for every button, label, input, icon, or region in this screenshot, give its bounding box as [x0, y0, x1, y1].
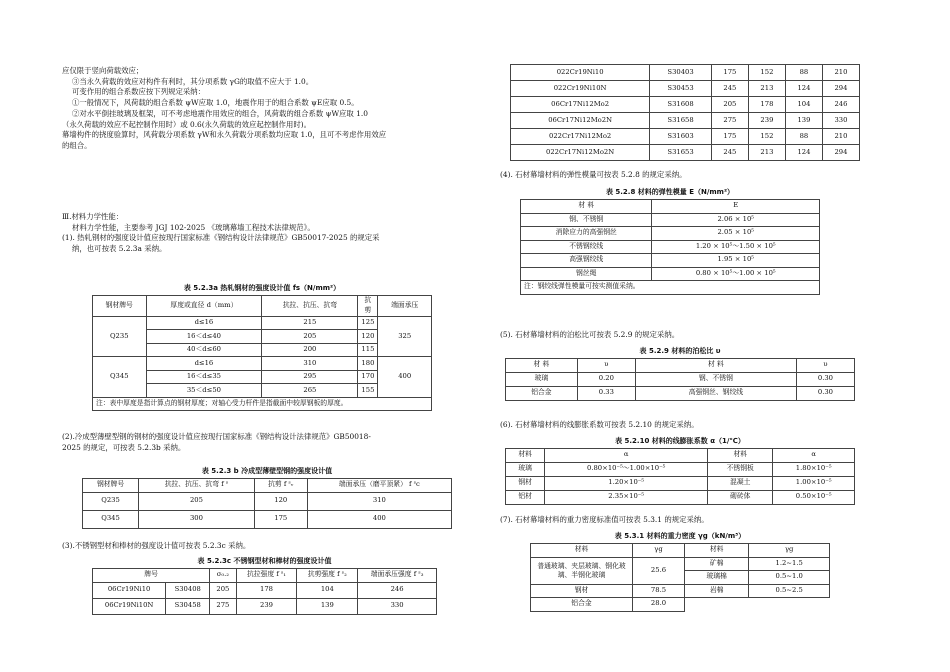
table-5-2-3c-continued	[510, 64, 860, 161]
table-5-2-3c: 表 5.2.3c 不锈钢型材和棒材的强度设计值 牌号 σ₀.₂ 抗拉强度 f ˢ₁ 抗剪强度 f ˢ₂ 端面承压强度 f ˢ₃ 06Cr19Ni10 S30408 205 178 104 246 06Cr19Ni10N S30458 275 239 139 330	[92, 551, 437, 615]
table-row: 玻璃 0.80×10⁻⁵～1.00×10⁻⁵ 不锈钢板 1.80×10⁻⁵	[506, 462, 855, 476]
table-5-2-3b: 表 5.2.3 b 冷成型薄壁型钢的强度设计值 钢材牌号 抗拉、抗压、抗弯 f ˢ 抗剪 f ˢᵥ 端面承压（磨平顶紧） f ˢc Q235 205 120 310 Q345 300 175 400	[82, 461, 452, 529]
para: ②对水平倒挂玻璃及框架，可不考虑地震作用效应的组合，风荷载的组合系数 ψW应取 1.0	[72, 108, 368, 118]
para: 纳，也可按表 5.2.3a 采纳。	[72, 244, 167, 254]
table-5-2-8: 表 5.2.8 材料的弹性模量 E（N/mm²） 材 料 E 钢、不锈钢 2.06 × 10⁵ 消除应力的高强钢丝 2.05 × 10⁵ 不锈钢绞线 1.20 × 10⁵～1.50 × 10⁵ 高强钢绞线 1.95 × 10⁵ 钢丝绳 0.80 × 10⁵～1.00 × 10⁵ 注：钢绞线弹性模量可按实测值采纳。	[520, 182, 820, 295]
table-row: 022Cr19Ni10 S30403 175 152 88 210	[511, 65, 860, 81]
table-caption: 表 5.2.3c 不锈钢型材和棒材的强度设计值	[197, 557, 332, 565]
table-note: 注：钢绞线弹性模量可按实测值采纳。	[521, 281, 820, 295]
table-row: 消除应力的高强钢丝 2.05 × 10⁵	[521, 227, 820, 241]
table-caption: 表 5.2.9 材料的泊松比 υ	[639, 347, 721, 355]
para: 应仅限于竖向荷载效应；	[62, 66, 144, 75]
table-row: 钢材 1.20×10⁻⁵ 混凝土 1.00×10⁻⁵	[506, 476, 855, 490]
table-row: 玻璃棉 0.5~1.0	[531, 571, 830, 585]
table-5-3-1: 表 5.3.1 材料的重力密度 γg（kN/m³） 材料 γg 材料 γg 普通玻璃、夹层玻璃、钢化玻璃、半钢化玻璃 25.6 矿棉 1.2~1.5 玻璃棉 0.5~1.0 钢材 78.5 岩棉 0.5~2.5 铝合金 28.0	[530, 526, 830, 612]
table-row: 06Cr17Ni12Mo2 S31608 205 178 104 246	[511, 97, 860, 113]
table-row: 022Cr17Ni12Mo2 S31603 175 152 88 210	[511, 129, 860, 145]
table-5-2-3a	[92, 278, 432, 411]
table-row: 16＜d≤40 205 120	[93, 330, 432, 344]
para: ①一般情况下，风荷载的组合系数 ψW应取 1.0，地震作用于的组合系数 ψE应取 0.5。	[72, 98, 359, 108]
para: 材料力学性能，主要参考 JGJ 102-2025 《玻璃幕墙工程技术法律规范》。	[72, 222, 315, 232]
para: ③当永久荷载的效应对构件有利时，其分项系数 γG的取值不应大于 1.0。	[72, 76, 314, 86]
table-row: 06Cr19Ni10 S30408 205 178 104 246	[93, 582, 437, 598]
para: 的组合。	[62, 141, 92, 151]
table-row: Q345 300 175 400	[83, 510, 452, 528]
th: 钢材牌号	[93, 296, 147, 317]
th: 抗拉、抗压、抗弯	[262, 296, 358, 317]
para-6: (6). 石材幕墙材料的线膨胀系数可按表 5.2.10 的规定采纳。	[500, 420, 699, 429]
table-caption: 表 5.2.10 材料的线膨胀系数 α（1/℃）	[615, 437, 745, 445]
table-5-2-9: 表 5.2.9 材料的泊松比 υ 材 料 υ 材 料 υ 玻璃 0.20 钢、不锈钢 0.30 铝合金 0.33 高强钢丝、钢绞线 0.30	[505, 341, 855, 401]
para: 幕墙构件的挠度验算时，风荷载分项系数 γW和永久荷载分项系数均应取 1.0，且可不考虑作用效应	[62, 130, 387, 140]
para: 可变作用的组合系数应按下列规定采纳：	[72, 87, 206, 97]
table-caption: 表 5.2.3 b 冷成型薄壁型钢的强度设计值	[201, 467, 333, 475]
table-row: 高强钢绞线 1.95 × 10⁵	[521, 254, 820, 268]
para-5: (5). 石材幕墙材料的泊松比可按表 5.2.9 的规定采纳。	[500, 330, 680, 339]
table-row: 玻璃 0.20 钢、不锈钢 0.30	[506, 372, 855, 386]
table-row: 钢、不锈钢 2.06 × 10⁵	[521, 213, 820, 227]
table-note: 注：表中厚度是指计算点的钢材厚度；对轴心受力杆件是指截面中较厚钢板的厚度。	[93, 397, 432, 411]
para-4: (4). 石材幕墙材料的弹性模量可按表 5.2.8 的规定采纳。	[500, 170, 687, 179]
table-row: Q235 205 120 310	[83, 492, 452, 510]
table-row: 不锈钢绞线 1.20 × 10⁵～1.50 × 10⁵	[521, 240, 820, 254]
table-row: 普通玻璃、夹层玻璃、钢化玻璃、半钢化玻璃 25.6 矿棉 1.2~1.5	[531, 557, 830, 571]
table-row: 022Cr19Ni10N S30453 245 213 124 294	[511, 81, 860, 97]
para-7: (7). 石材幕墙材料的重力密度标准值可按表 5.3.1 的规定采纳。	[500, 515, 709, 524]
table-caption: 表 5.2.8 材料的弹性模量 E（N/mm²）	[605, 188, 735, 196]
th: 厚度或直径 d（mm）	[146, 296, 262, 317]
table-row: 16＜d≤35 295 170	[93, 370, 432, 384]
table-row: 铝合金 0.33 高强钢丝、钢绞线 0.30	[506, 386, 855, 400]
table-row: Q345 d≤16 310 180 400	[93, 357, 432, 371]
table-row: 铝材 2.35×10⁻⁵ 砌砖体 0.50×10⁻⁵	[506, 490, 855, 504]
table-row: 06Cr19Ni10N S30458 275 239 139 330	[93, 598, 437, 614]
para-3: (3).不锈钢型材和棒材的强度设计值可按表 5.2.3c 采纳。	[62, 541, 251, 550]
table-5-2-10: 表 5.2.10 材料的线膨胀系数 α（1/℃） 材料 α 材料 α 玻璃 0.80×10⁻⁵～1.00×10⁻⁵ 不锈钢板 1.80×10⁻⁵ 钢材 1.20×10⁻⁵ 混凝土 1.00×10⁻⁵ 铝材 2.35×10⁻⁵ 砌砖体 0.50×10⁻⁵	[505, 431, 855, 505]
table-row: 钢材 78.5 岩棉 0.5~2.5	[531, 584, 830, 598]
table-caption: 表 5.3.1 材料的重力密度 γg（kN/m³）	[614, 532, 746, 540]
th: 抗剪	[358, 296, 378, 317]
table-row: 022Cr17Ni12Mo2N S31653 245 213 124 294	[511, 145, 860, 161]
intro-text	[62, 66, 472, 152]
th: 端面承压	[378, 296, 432, 317]
section-heading: Ⅲ.材料力学性能：	[62, 212, 124, 221]
para: (1). 热轧钢材的强度设计值应按现行国家标准《钢结构设计法律规范》GB50017-2025 的规定采	[62, 233, 380, 243]
table-row: 35＜d≤50 265 155	[93, 384, 432, 398]
table-row: 铝合金 28.0	[531, 598, 830, 612]
para: （永久荷载的效应不起控制作用时）或 0.6(永久荷载的效应起控制作用时)。	[62, 119, 311, 129]
para-2: (2).冷成型薄壁型钢的钢材的强度设计值应按现行国家标准《钢结构设计法律规范》GB50018- 2025 的规定，可按表 5.2.3b 采纳。	[62, 432, 371, 452]
table-row: Q235 d≤16 215 125 325	[93, 316, 432, 330]
table-row: 钢丝绳 0.80 × 10⁵～1.00 × 10⁵	[521, 267, 820, 281]
table-row: 40＜d≤60 200 115	[93, 343, 432, 357]
table-row: 06Cr17Ni12Mo2N S31658 275 239 139 330	[511, 113, 860, 129]
section-3	[62, 212, 472, 255]
table-caption: 表 5.2.3a 热轧钢材的强度设计值 fs（N/mm²）	[183, 284, 341, 292]
